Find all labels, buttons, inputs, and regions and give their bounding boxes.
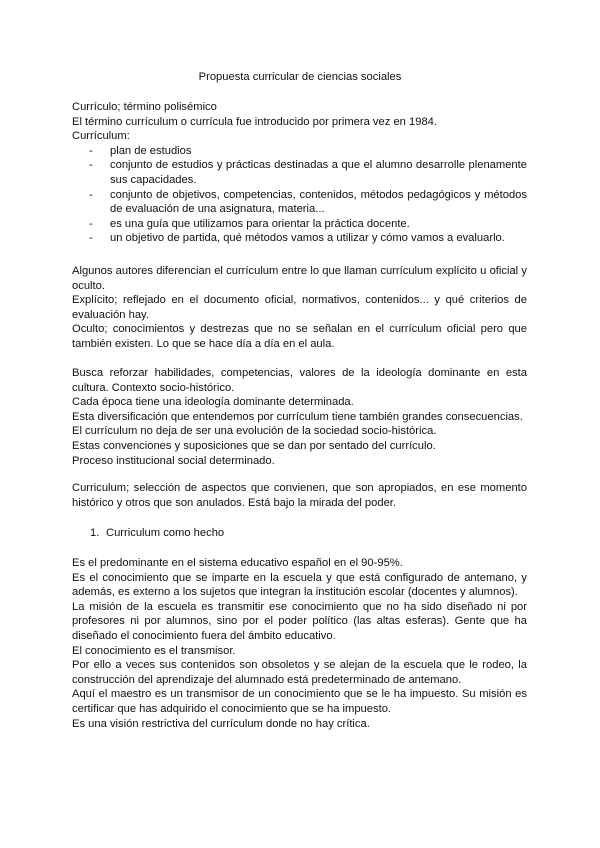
paragraph: Estas convenciones y suposiciones que se dan por sentado del currículo. <box>72 439 436 452</box>
paragraph: El término currículum o currícula fue introducido por primera vez en 1984. <box>72 115 438 128</box>
paragraph: Es el predominante en el sistema educativo español en el 90-95%. <box>72 557 403 569</box>
section-explicit-hidden <box>72 264 527 352</box>
paragraph: Proceso institucional social determinado. <box>72 454 275 467</box>
paragraph: Es una visión restrictiva del currículum donde no hay crítica. <box>72 717 370 730</box>
heading-number: 1. <box>90 527 100 539</box>
heading-text: Curriculum como hecho <box>106 527 225 539</box>
section-curriculum-as-fact <box>72 556 527 731</box>
list-label: Currículum: <box>72 130 130 143</box>
document-title: Propuesta curricular de ciencias sociales <box>198 71 402 83</box>
paragraph: Explícito; reflejado en el documento oficial, normativos, contenidos... y qué criterios de evaluación hay. <box>72 294 527 321</box>
section-selection <box>72 481 527 510</box>
numbered-heading <box>72 526 561 541</box>
list-item: - conjunto de estudios y prácticas destinadas a que el alumno desarrolle plenamente sus capacidades. <box>72 158 527 187</box>
paragraph: Busca reforzar habilidades, competencias, valores de la ideología dominante en esta cultura. Contexto socio-histórico. <box>72 367 527 394</box>
section-definition <box>72 100 527 246</box>
paragraph: Oculto; conocimientos y destrezas que no se señalan en el currículum oficial pero que también existen. Lo que se hace día a día en el aula. <box>72 323 527 350</box>
list-item: - conjunto de objetivos, competencias, contenidos, métodos pedagógicos y métodos de evaluación de una asignatura, materia... <box>72 188 527 217</box>
paragraph: Esta diversificación que entendemos por currículum tiene también grandes consecuencias. <box>72 410 523 423</box>
list-item: - es una guía que utilizamos para orientar la práctica docente. <box>72 217 527 232</box>
paragraph: Curriculum; selección de aspectos que convienen, que son apropiados, en ese momento histórico y otros que son anulados. Está bajo la mirada del poder. <box>72 482 527 509</box>
section-heading: Currículo; término polisémico <box>72 101 217 113</box>
paragraph: Cada época tiene una ideología dominante determinada. <box>72 396 354 409</box>
paragraph: Algunos autores diferencian el currículum entre lo que llaman currículum explícito u oficial y oculto. <box>72 265 527 292</box>
paragraph: Es el conocimiento que se imparte en la escuela y que está configurado de antemano, y además, es externo a los sujetos que integran la institución escolar (docentes y alumnos). <box>72 571 527 599</box>
definition-list <box>72 144 527 246</box>
paragraph: La misión de la escuela es transmitir ese conocimiento que no ha sido diseñado ni por profesores ni por alumnos, sino por el poder político (las altas esferas). Gente que ha diseñado el conocimiento fuera del ámbito educativo. <box>72 600 527 642</box>
paragraph: El conocimiento es el transmisor. <box>72 644 236 657</box>
list-item: - un objetivo de partida, qué métodos vamos a utilizar y cómo vamos a evaluarlo. <box>72 231 527 246</box>
list-item: - plan de estudios <box>72 144 527 159</box>
paragraph: Aquí el maestro es un transmisor de un conocimiento que se le ha impuesto. Su misión es certificar que has adquirido el conocimiento que se ha impuesto. <box>72 688 527 715</box>
paragraph: El currículum no deja de ser una evolución de la sociedad socio-histórica. <box>72 425 437 438</box>
section-ideology <box>72 366 527 468</box>
paragraph: Por ello a veces sus contenidos son obsoletos y se alejan de la escuela que le rodeo, la construcción del aprendizaje del alumnado está predeterminado de antemano. <box>72 659 527 686</box>
